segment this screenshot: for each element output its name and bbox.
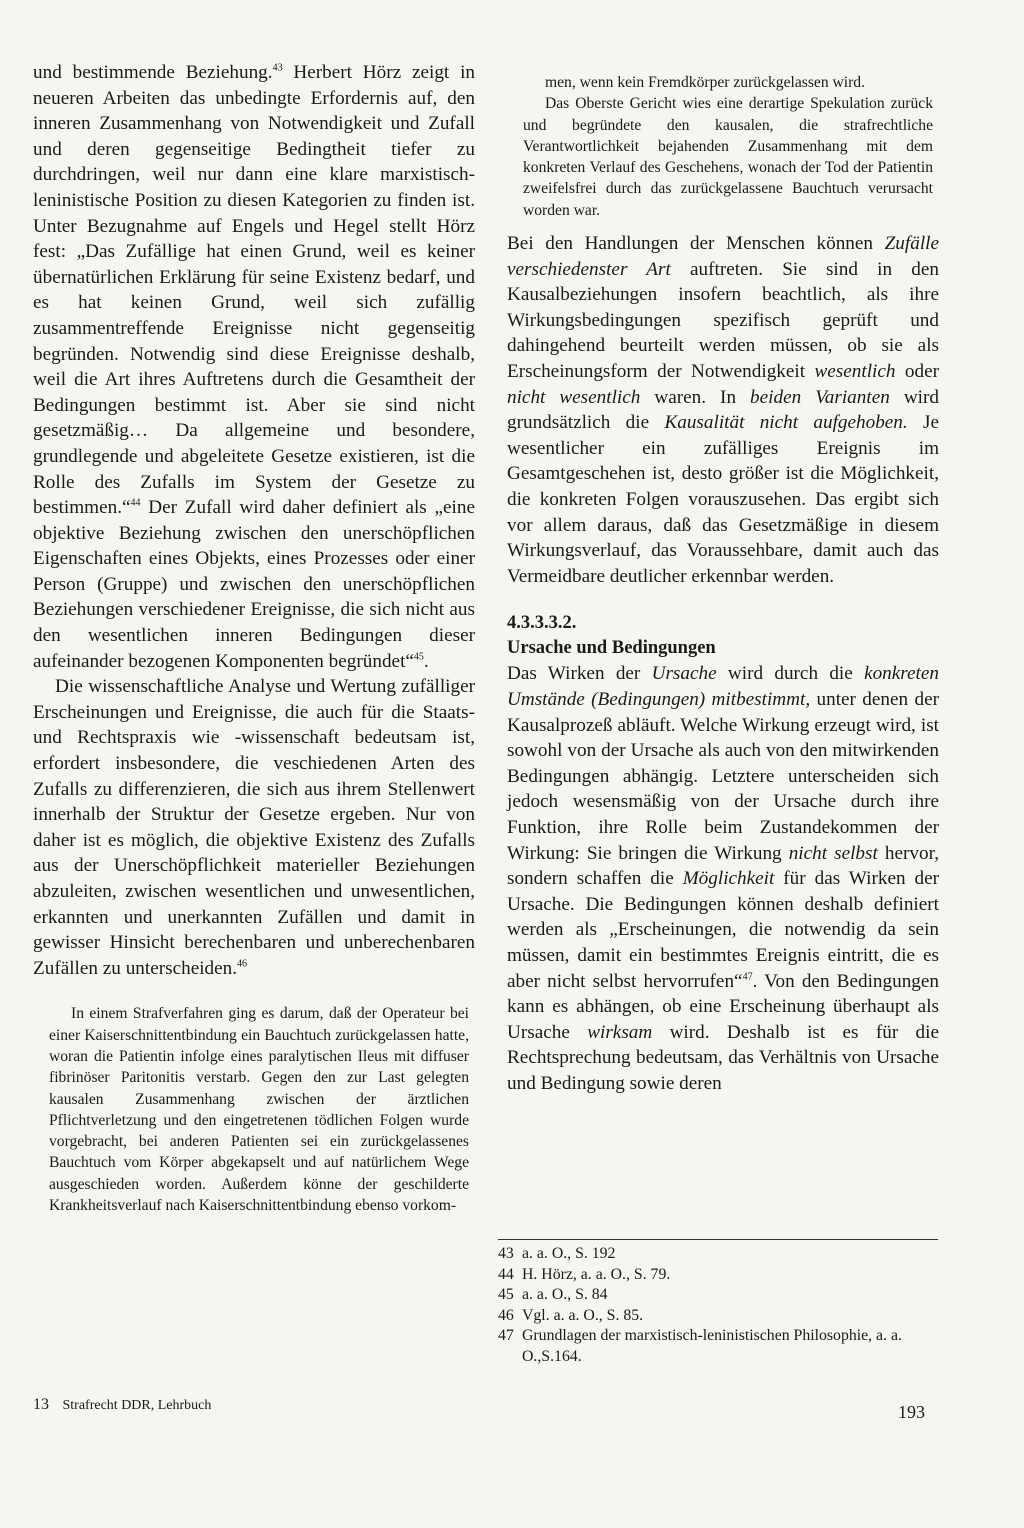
emphasis: nicht selbst bbox=[788, 842, 878, 864]
footnote bbox=[498, 1285, 938, 1306]
footnote bbox=[498, 1306, 938, 1327]
text-run: wird. Deshalb ist es für die Rechtsprechung bedeutsam, das Verhältnis von Ursache und Bedingung sowie deren bbox=[507, 1021, 939, 1094]
text-run: Bei den Handlungen der Menschen können bbox=[507, 233, 885, 255]
text-run: . Von den Bedingungen kann es abhängen, ob eine Erscheinung überhaupt als Ursache bbox=[507, 970, 939, 1043]
emphasis: konkreten Umstände (Bedingungen) mitbestimmt, bbox=[507, 663, 939, 710]
text-run: für das Wirken der Ursache. Die Bedingungen können deshalb definiert werden als „Erscheinungen, die notwendig da sein müssen, damit ein bestimmtes Ereignis eintritt, die es aber nicht selbst hervorrufen“ bbox=[507, 868, 940, 992]
footnote-text: a. a. O., S. 84 bbox=[522, 1286, 608, 1304]
signature-line bbox=[33, 1396, 211, 1414]
footnote-number: 43 bbox=[498, 1245, 514, 1262]
signature-title: Strafrecht DDR, Lehrbuch bbox=[62, 1398, 212, 1413]
footnote-text: Grundlagen der marxistisch-leninistischen Philosophie, a. a. O.,S.164. bbox=[522, 1327, 902, 1365]
text-run: . bbox=[423, 650, 429, 672]
signature-number: 13 bbox=[33, 1396, 49, 1413]
paragraph-4 bbox=[507, 661, 939, 1096]
footnote-ref: 44 bbox=[130, 497, 141, 509]
footnote-text: Vgl. a. a. O., S. 85. bbox=[522, 1306, 644, 1324]
paragraph-2 bbox=[33, 674, 475, 981]
footnotes bbox=[498, 1244, 938, 1368]
page-number: 193 bbox=[898, 1402, 925, 1422]
footnote-number: 47 bbox=[498, 1327, 514, 1345]
case-note-continued: men, wenn kein Fremdkörper zurückgelassen wird. bbox=[545, 74, 866, 91]
section-title: Ursache und Bedingungen bbox=[507, 638, 716, 659]
footnote bbox=[498, 1265, 938, 1286]
text-run: und bestimmende Beziehung. bbox=[33, 62, 273, 83]
footnote-number: 46 bbox=[498, 1306, 514, 1324]
footnote bbox=[498, 1244, 938, 1265]
footnote-number: 45 bbox=[498, 1286, 514, 1304]
footnote-ref: 46 bbox=[237, 958, 248, 970]
footnote-divider bbox=[498, 1239, 938, 1240]
emphasis: Möglichkeit bbox=[682, 868, 775, 890]
case-note: In einem Strafverfahren ging es darum, daß der Operateur bei einer Kaiserschnittentbindung ein Bauchtuch zurückgelassen hatte, woran die Patientin infolge eines paralytischen Ileus mit diffuser fibrinöser Paritonitis verstarb. Gegen den zur Last gelegten kausalen Zusammenhang zwischen der ärztlichen Pflichtverletzung und den eingetretenen tödlichen Folgen wurde vorgebracht, bei anderen Patienten sei ein zurückgelassenes Bauchtuch vom Körper abgekapselt und auf natürlichem Wege ausgeschieden worden. Außerdem könne der geschilderte Krankheitsverlauf nach Kaiserschnittentbindung ebenso vorkom- bbox=[49, 1005, 469, 1215]
emphasis: wirksam bbox=[587, 1021, 653, 1043]
emphasis: nicht wesentlich bbox=[507, 386, 641, 408]
text-run: hervor, sondern schaffen die bbox=[507, 842, 940, 890]
section-number: 4.3.3.3.2. bbox=[507, 613, 577, 634]
paragraph-1 bbox=[33, 60, 475, 674]
text-run: auftreten. Sie sind in den Kausalbeziehungen insofern beachtlich, als ihre Wirkungsbedingungen spezifisch geprüft und dahingehend beurteilt werden müssen, ob sie als Erscheinungsform der Notwendigkeit bbox=[507, 258, 939, 383]
footnote-number: 44 bbox=[498, 1265, 514, 1283]
footnote-ref: 43 bbox=[272, 62, 283, 74]
right-column bbox=[507, 72, 939, 1096]
footnote-ref: 45 bbox=[413, 651, 424, 663]
emphasis: beiden Varianten bbox=[750, 386, 890, 408]
emphasis: Zufälle verschiedenster Art bbox=[507, 233, 939, 280]
text-run: Der Zufall wird daher definiert als „eine objektive Beziehung zwischen den unerschöpflichen Eigenschaften eines Objekts, eines Prozesses oder einer Person (Gruppe) und zwischen den unerschöpflichen Beziehungen verschiedener Ereignisse, die sich nicht aus den wesentlichen inneren Bedingungen dieser aufeinander bezogenen Komponenten begründet“ bbox=[33, 497, 475, 672]
left-column bbox=[33, 60, 475, 1216]
text-run: waren. In bbox=[640, 386, 751, 408]
emphasis: Kausalität nicht aufgehoben. bbox=[664, 412, 908, 434]
text-run: wird durch die bbox=[716, 663, 865, 685]
text-run: Das Wirken der bbox=[507, 663, 652, 685]
text-run: wird grundsätzlich die bbox=[507, 386, 939, 434]
footnote bbox=[498, 1326, 938, 1367]
text-run: Herbert Hörz zeigt in neueren Arbeiten das unbedingte Erfordernis auf, den inneren Zusammenhang von Notwendigkeit und Zufall und deren gegenseitige Bedingtheit tiefer zu durchdringen, weil nur dann eine klare marxistisch-leninistische Position zu diesen Kategorien zu finden ist. Unter Bezugnahme auf Engels und Hegel stellt Hörz fest: „Das Zufällige hat einen Grund, weil es keiner übernatürlichen Erklärung für seine Existenz bedarf, und es hat keinen Grund, weil sich zufällig zusammentreffende Ereignisse nicht gegenseitig begründen. Notwendig sind diese Ereignisse deshalb, weil die Art ihres Auftretens durch die Gesamtheit der Bedingungen bestimmt ist. Aber sie sind nicht gesetzmäßig… Da allgemeine und besondere, grundlegende und abgeleitete Gesetze existieren, ist die Rolle des Zufalls im System der Gesetze zu bestimmen.“ bbox=[33, 62, 475, 519]
emphasis: wesentlich bbox=[814, 361, 896, 383]
text-run: Je wesentlicher ein zufälliges Ereignis im Gesamtgeschehen ist, desto größer ist die Möglichkeit, die konkreten Folgen vorauszusehen. Das ergibt sich vor allem daraus, daß das Gesetzmäßige in diesem Wirkungsverlauf, das Voraussehbare, damit auch das Vermeidbare deutlicher erkennbar werden. bbox=[507, 412, 939, 587]
footnote-text: a. a. O., S. 192 bbox=[522, 1245, 616, 1262]
case-note-2: Das Oberste Gericht wies eine derartige Spekulation zurück und begründete den kausalen, die strafrechtliche Verantwortlichkeit bejahenden Zusammenhang mit dem konkreten Verlauf des Geschehens, wonach der Tod der Patientin zweifelsfrei durch das zurückgelassene Bauchtuch verursacht worden war. bbox=[523, 95, 933, 219]
footnote-ref: 47 bbox=[742, 971, 753, 983]
paragraph-3 bbox=[507, 231, 939, 589]
emphasis: Ursache bbox=[651, 663, 717, 685]
text-run: Die wissenschaftliche Analyse und Wertung zufälliger Erscheinungen und Ereignisse, die auch für die Staats- und Rechtspraxis wie -wissenschaft bedeutsam ist, erfordert insbesondere, die veschiedenen Arten des Zufalls zu differenzieren, die sich aus ihrem Stellenwert innerhalb der Struktur der Gesetze ergeben. Nur von daher ist es möglich, die objektive Existenz des Zufalls aus der Unerschöpflichkeit materieller Beziehungen abzuleiten, zwischen wesentlichen und unwesentlichen, erkannten und unerkannten Zufällen und damit in gewisser Hinsicht berechenbaren und unberechenbaren Zufällen zu unterscheiden. bbox=[33, 676, 475, 979]
text-run: oder bbox=[895, 361, 939, 383]
text-run: unter denen der Kausalprozeß abläuft. Welche Wirkung erzeugt wird, ist sowohl von der Ursache als auch von den mitwirkenden Bedingungen abhängig. Letztere unterscheiden sich jedoch wesensmäßig von der Ursache durch ihre Funktion, ihre Rolle beim Zustandekommen der Wirkung: Sie bringen die Wirkung bbox=[507, 688, 939, 864]
footnote-text: H. Hörz, a. a. O., S. 79. bbox=[522, 1265, 671, 1283]
